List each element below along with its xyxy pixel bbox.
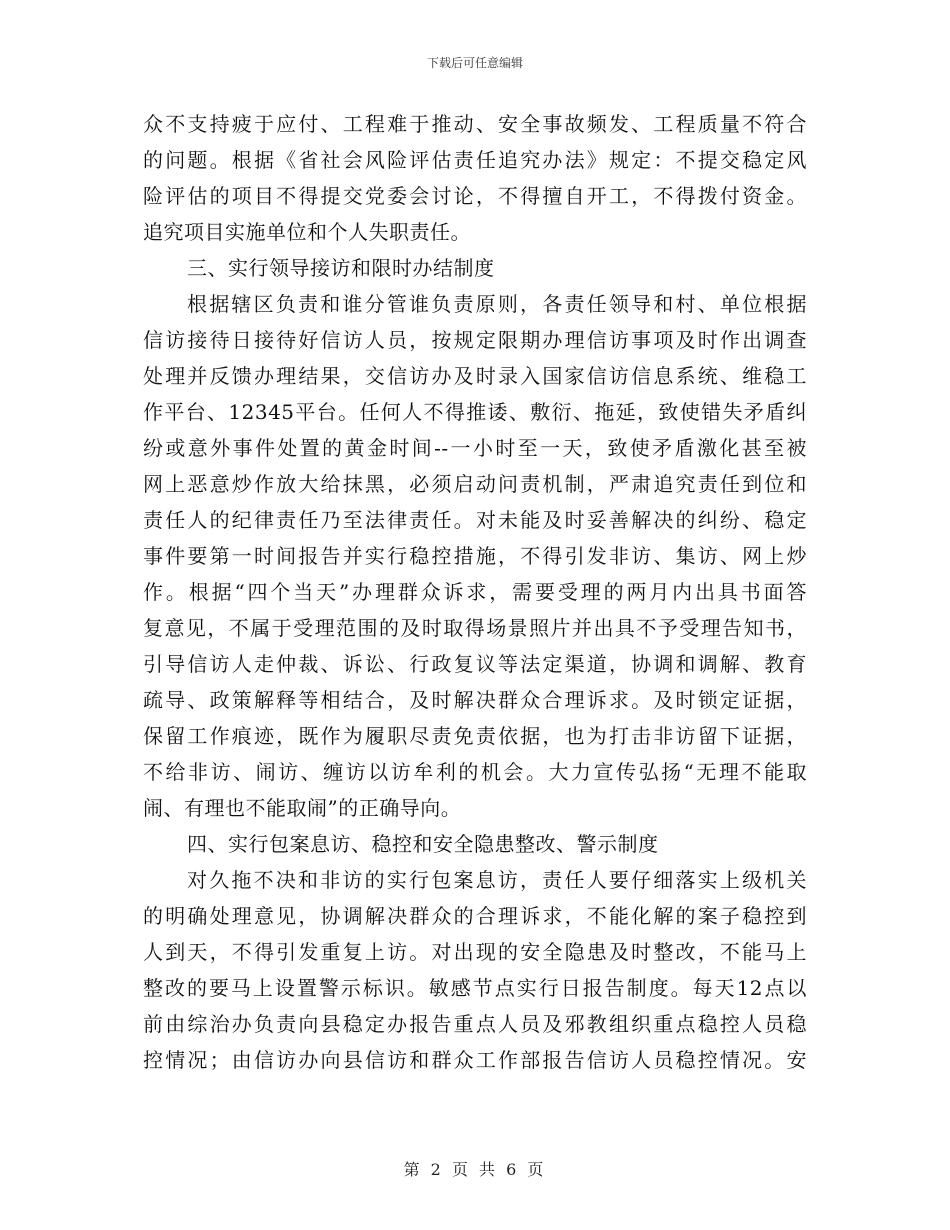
text-line: 控情况；由信访办向县信访和群众工作部报告信访人员稳控情况。安 <box>143 1048 807 1072</box>
text-line: 闹、有理也不能取闹”的正确导向。 <box>143 796 462 820</box>
text-line: 整改的要马上设置警示标识。敏感节点实行日报告制度。每天12点以 <box>143 976 807 1000</box>
text-line: 复意见，不属于受理范围的及时取得场景照片并出具不予受理告知书， <box>143 616 807 640</box>
text-line: 保留工作痕迹，既作为履职尽责免责依据，也为打击非访留下证据， <box>143 724 807 748</box>
text-line: 的明确处理意见，协调解决群众的合理诉求，不能化解的案子稳控到 <box>143 904 807 928</box>
text-line: 处理并反馈办理结果，交信访办及时录入国家信访信息系统、维稳工 <box>143 364 807 388</box>
text-line: 网上恶意炒作放大给抹黑，必须启动问责机制，严肃追究责任到位和 <box>143 472 807 496</box>
text-line: 信访接待日接待好信访人员，按规定限期办理信访事项及时作出调查 <box>143 328 807 352</box>
section-heading: 四、实行包案息访、稳控和安全隐患整改、警示制度 <box>187 832 659 856</box>
document-body <box>143 106 807 1078</box>
text-line: 险评估的项目不得提交党委会讨论，不得擅自开工，不得拨付资金。 <box>143 184 807 208</box>
page-header-note: 下载后可任意编辑 <box>426 56 523 70</box>
text-line: 作平台、12345平台。任何人不得推诿、敷衍、拖延，致使错失矛盾纠 <box>143 400 807 424</box>
text-line: 根据辖区负责和谁分管谁负责原则，各责任领导和村、单位根据 <box>187 292 807 316</box>
text-line: 众不支持疲于应付、工程难于推动、安全事故频发、工程质量不符合 <box>143 112 807 136</box>
text-line: 责任人的纪律责任乃至法律责任。对未能及时妥善解决的纠纷、稳定 <box>143 508 807 532</box>
text-line: 纷或意外事件处置的黄金时间--一小时至一天，致使矛盾激化甚至被 <box>143 436 807 460</box>
text-line: 的问题。根据《省社会风险评估责任追究办法》规定：不提交稳定风 <box>143 148 807 172</box>
text-line: 不给非访、闹访、缠访以访牟利的机会。大力宣传弘扬“无理不能取 <box>143 760 807 784</box>
text-line: 对久拖不决和非访的实行包案息访，责任人要仔细落实上级机关 <box>187 868 807 892</box>
text-line: 追究项目实施单位和个人失职责任。 <box>143 220 471 244</box>
text-line: 前由综治办负责向县稳定办报告重点人员及邪教组织重点稳控人员稳 <box>143 1012 807 1036</box>
text-line: 人到天，不得引发重复上访。对出现的安全隐患及时整改，不能马上 <box>143 940 807 964</box>
text-line: 事件要第一时间报告并实行稳控措施，不得引发非访、集访、网上炒 <box>143 544 807 568</box>
text-line: 引导信访人走仲裁、诉讼、行政复议等法定渠道，协调和调解、教育 <box>143 652 807 676</box>
page-number: 第 2 页 共 6 页 <box>403 1160 547 1179</box>
text-line: 作。根据“四个当天”办理群众诉求，需要受理的两月内出具书面答 <box>143 580 807 604</box>
section-heading: 三、实行领导接访和限时办结制度 <box>187 256 495 280</box>
text-line: 疏导、政策解释等相结合，及时解决群众合理诉求。及时锁定证据， <box>143 688 807 712</box>
